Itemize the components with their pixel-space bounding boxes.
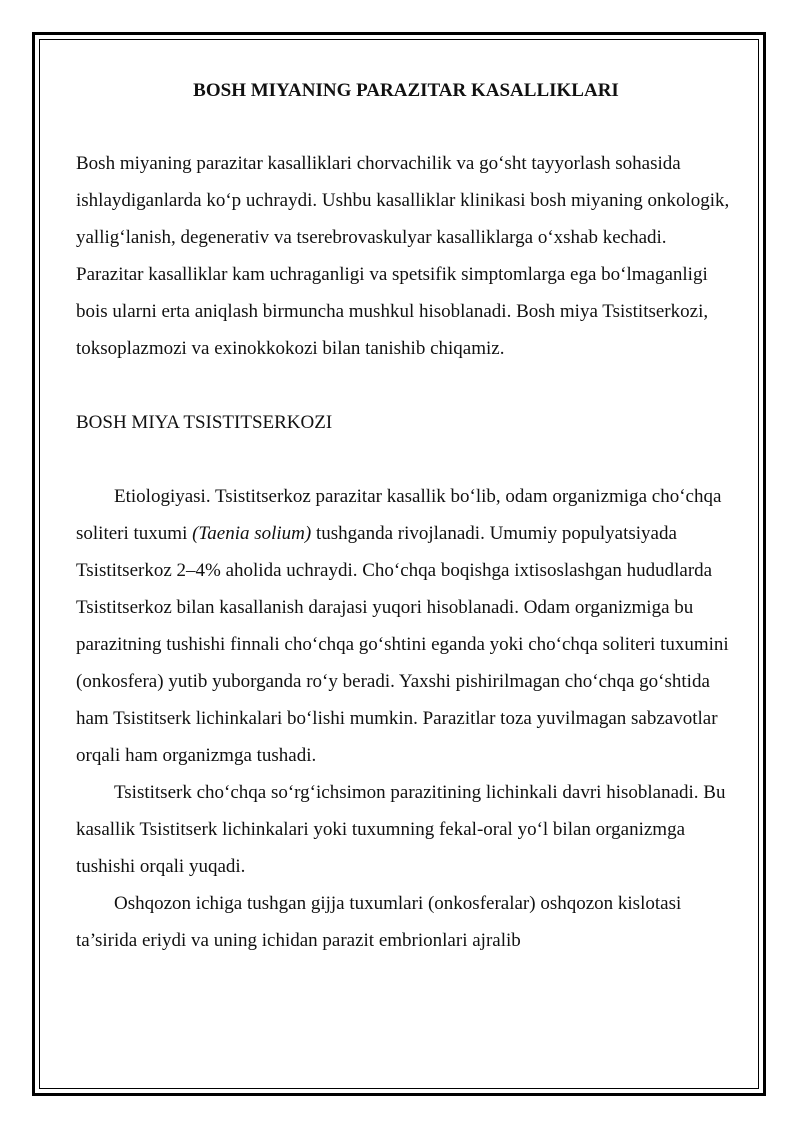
etiology-text-start: Etiologiyasi. Tsistitserkoz parazitar kasallik bo‘lib, odam organizmiga cho‘chqa soliteri tuxumi <box>76 486 722 544</box>
document-title: BOSH MIYANING PARAZITAR KASALLIKLARI <box>193 80 619 101</box>
lifecycle-paragraph: Tsistitserk cho‘chqa so‘rg‘ichsimon parazitining lichinkali davri hisoblanadi. Bu kasallik Tsistitserk lichinkalari yoki tuxumning fekal-oral yo‘l bilan organizmga tushishi orqali yuqadi. <box>76 782 726 877</box>
etiology-paragraph <box>76 478 736 774</box>
etiology-text-end: tushganda rivojlanadi. Umumiy populyatsiyada Tsistitserkoz 2–4% aholida uchraydi. Cho‘chqa boqishga ixtisoslashgan hududlarda Tsistitserkoz bilan kasallanish darajasi yuqori hisoblanadi. Odam organizmiga bu parazitning tushishi finnali cho‘chqa go‘shtini eganda yoki cho‘chqa soliteri tuxumini (onkosfera) yutib yuborganda ro‘y beradi. Yaxshi pishirilmagan cho‘chqa go‘shtida ham Tsistitserk lichinkalari bo‘lishi mumkin. Parazitlar toza yuvilmagan sabzavotlar orqali ham organizmga tushadi. <box>76 523 729 766</box>
stomach-paragraph: Oshqozon ichiga tushgan gijja tuxumlari (onkosferalar) oshqozon kislotasi ta’sirida eriydi va uning ichidan parazit embrionlari ajralib <box>76 893 682 951</box>
spacer <box>76 109 736 145</box>
section-heading: BOSH MIYA TSISTITSERKOZI <box>76 412 333 433</box>
intro-paragraph: Bosh miyaning parazitar kasalliklari chorvachilik va go‘sht tayyorlash sohasida ishlaydiganlarda ko‘p uchraydi. Ushbu kasalliklar klinikasi bosh miyaning onkologik, yallig‘lanish, degenerativ va tserebrovaskulyar kasalliklarga o‘xshab kechadi. Parazitar kasalliklar kam uchraganligi va spetsifik simptomlarga ega bo‘lmaganligi bois ularni erta aniqlash birmuncha mushkul hisoblanadi. Bosh miya Tsistitserkozi, toksoplazmozi va exinokkokozi bilan tanishib chiqamiz. <box>76 153 730 359</box>
document-body <box>76 72 736 959</box>
spacer <box>76 441 736 478</box>
latin-name: (Taenia solium) <box>192 523 312 544</box>
spacer <box>76 367 736 404</box>
